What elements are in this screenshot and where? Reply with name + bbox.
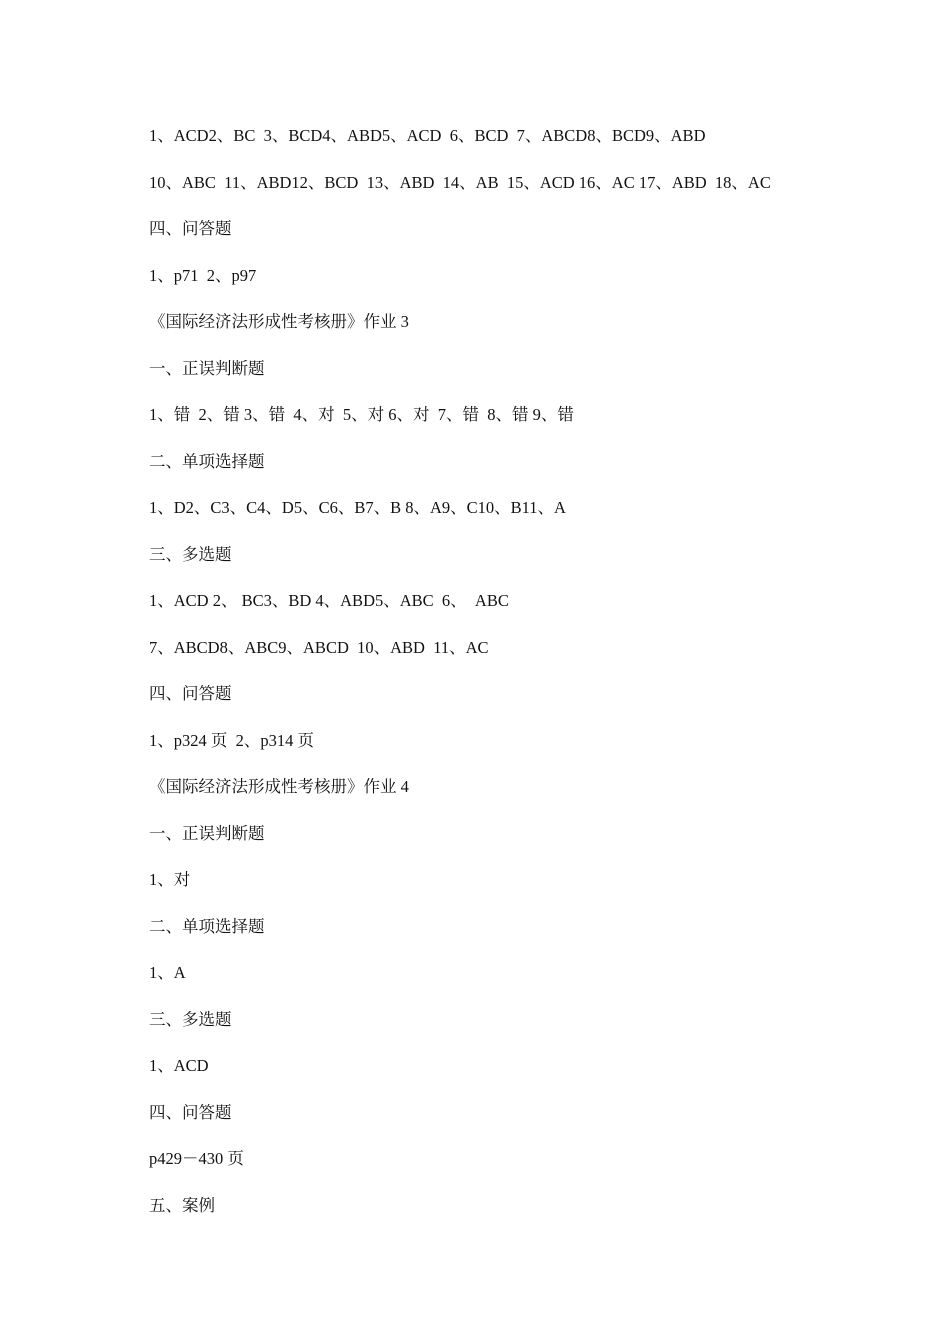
answer-line-essay: 1、p324 页 2、p314 页: [149, 730, 314, 750]
answer-line-single-choice: 1、D2、C3、C4、D5、C6、B7、B 8、A9、C10、B11、A: [149, 498, 566, 517]
answer-line-multi-choice-1-6: 1、ACD 2、 BC3、BD 4、ABD5、ABC 6、 ABC: [149, 591, 509, 610]
section-heading-true-false: 一、正误判断题: [149, 823, 265, 843]
document-body: [149, 124, 869, 1240]
section-heading-single-choice: 二、单项选择题: [149, 451, 265, 471]
answer-line-true-false: 1、错 2、错 3、错 4、对 5、对 6、对 7、错 8、错 9、错: [149, 405, 574, 424]
answer-line-multi-choice-1-9: 1、ACD2、BC 3、BCD4、ABD5、ACD 6、BCD 7、ABCD8、BCD9、ABD: [149, 126, 706, 145]
section-heading-essay: 四、问答题: [149, 684, 232, 703]
section-heading-essay: 四、问答题: [149, 1102, 232, 1122]
answer-line-multi-choice: 1、ACD: [149, 1056, 209, 1075]
section-heading-single-choice: 二、单项选择题: [149, 916, 265, 936]
answer-line-multi-choice-10-18: 10、ABC 11、ABD12、BCD 13、ABD 14、AB 15、ACD 16、AC 17、ABD 18、AC: [149, 172, 771, 192]
answer-line-single-choice: 1、A: [149, 963, 186, 982]
answer-line-multi-choice-7-11: 7、ABCD8、ABC9、ABCD 10、ABD 11、AC: [149, 637, 489, 657]
answer-line-true-false: 1、对: [149, 870, 191, 889]
section-heading-case: 五、案例: [149, 1195, 215, 1215]
section-heading-multi-choice: 三、多选题: [149, 1009, 232, 1029]
answer-line-essay: 1、p71 2、p97: [149, 265, 257, 285]
section-heading-multi-choice: 三、多选题: [149, 544, 232, 564]
answer-line-essay: p429－430 页: [149, 1149, 244, 1168]
assignment-title-3: 《国际经济法形成性考核册》作业 3: [149, 312, 409, 331]
assignment-title-4: 《国际经济法形成性考核册》作业 4: [149, 777, 409, 796]
section-heading-true-false: 一、正误判断题: [149, 358, 265, 378]
section-heading-essay: 四、问答题: [149, 219, 232, 238]
